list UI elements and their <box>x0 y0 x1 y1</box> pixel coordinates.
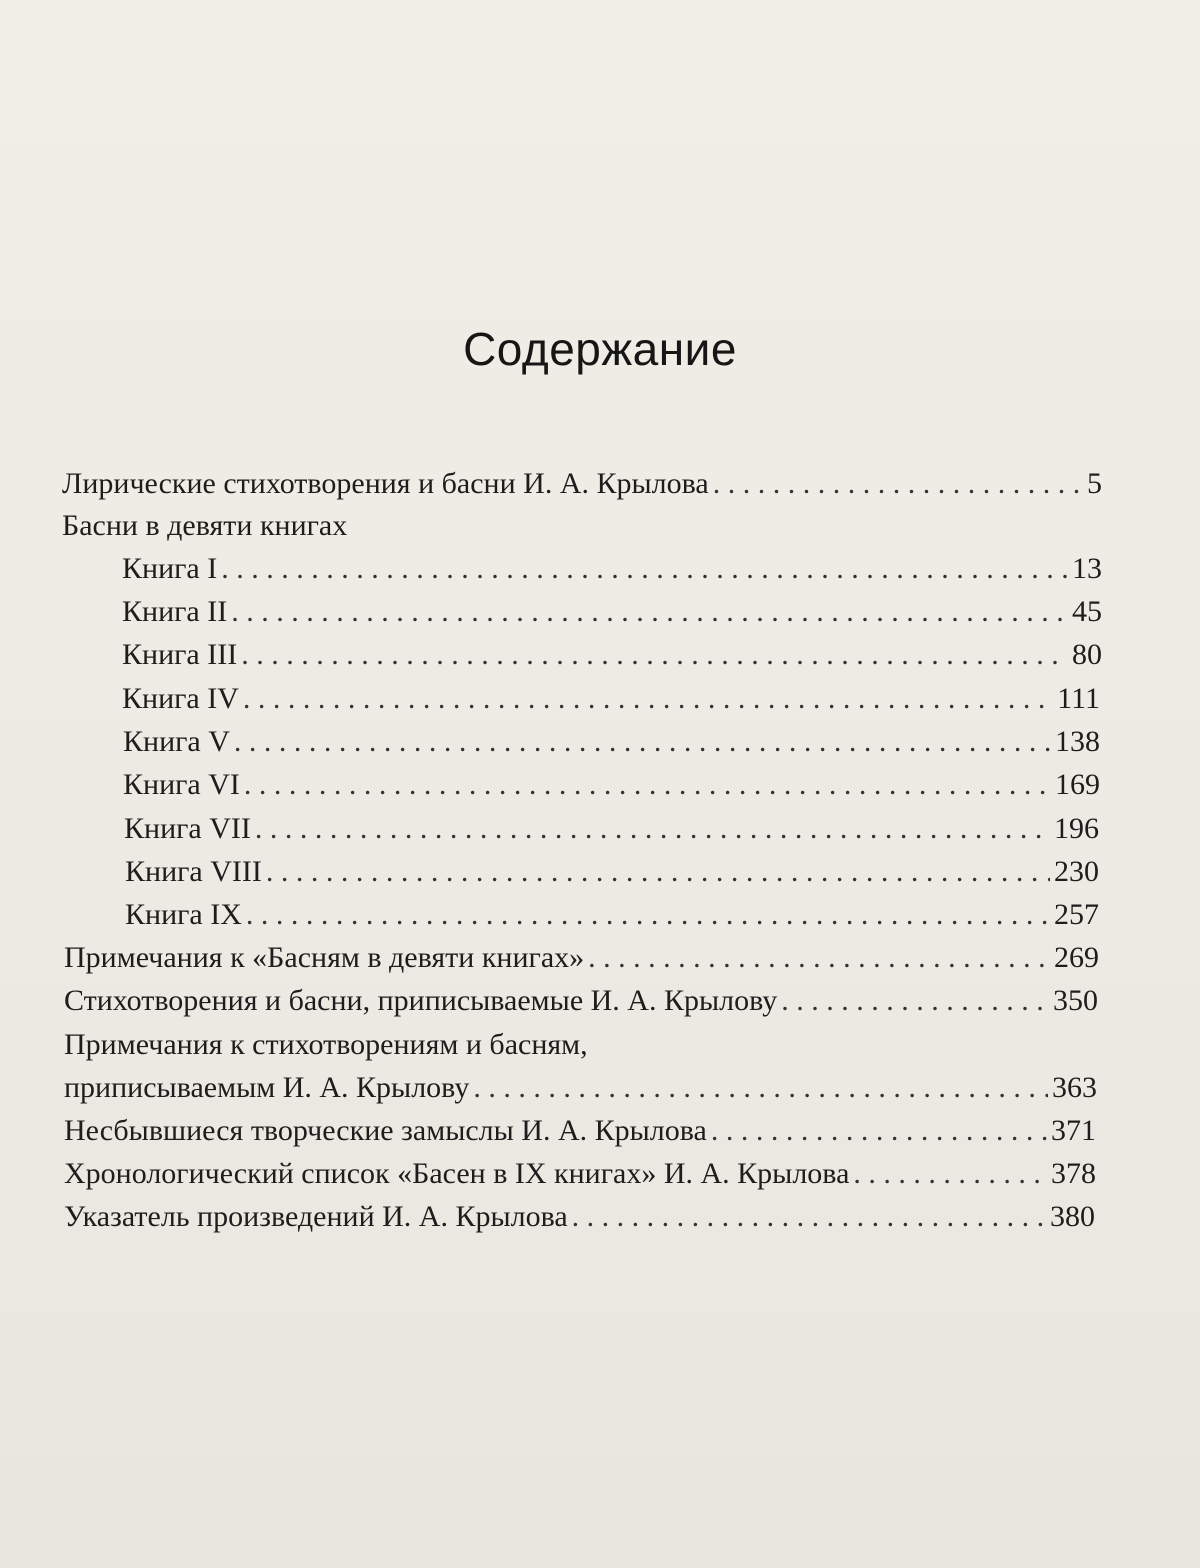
toc-entry <box>64 983 1098 1019</box>
dot-leader <box>713 466 1083 502</box>
toc-entry-page: 380 <box>1050 1200 1095 1233</box>
toc-entry <box>122 551 1102 587</box>
toc-entry-page: 196 <box>1054 812 1099 845</box>
toc-entry <box>62 466 1102 502</box>
toc-entry-label: Басни в девяти книгах <box>62 509 348 542</box>
dot-leader <box>853 1156 1047 1192</box>
toc-entry <box>64 1199 1095 1235</box>
dot-leader <box>231 594 1068 630</box>
toc-entry <box>124 811 1099 847</box>
toc-entry-page: 230 <box>1054 855 1099 888</box>
toc-entry-page: 350 <box>1053 984 1098 1017</box>
dot-leader <box>221 551 1068 587</box>
dot-leader <box>572 1199 1046 1235</box>
toc-entry <box>123 767 1100 803</box>
toc-entry-page: 371 <box>1051 1114 1096 1147</box>
toc-entry-page: 13 <box>1072 552 1102 585</box>
dot-leader <box>588 940 1050 976</box>
toc-entry-label: Несбывшиеся творческие замыслы И. А. Крылова <box>64 1114 707 1147</box>
toc-entry-page: 111 <box>1057 682 1100 715</box>
dot-leader <box>241 637 1068 673</box>
toc-entry <box>125 897 1099 933</box>
toc-entry-label: приписываемым И. А. Крылову <box>64 1071 470 1104</box>
dot-leader <box>473 1070 1048 1106</box>
toc-entry-page: 363 <box>1052 1071 1097 1104</box>
toc-entry-label: Лирические стихотворения и басни И. А. Крылова <box>62 467 709 500</box>
toc-entry-page: 138 <box>1055 725 1100 758</box>
toc-entry-label: Стихотворения и басни, приписываемые И. А. Крылову <box>64 984 778 1017</box>
dot-leader <box>243 681 1053 717</box>
toc-entry <box>122 594 1102 630</box>
toc-entry-label: Книга VI <box>123 768 240 801</box>
toc-entry-label: Книга III <box>122 638 238 671</box>
toc-entry-page: 269 <box>1054 941 1099 974</box>
toc-entry-page: 378 <box>1051 1157 1096 1190</box>
toc-entry <box>64 940 1099 976</box>
toc-entry-page: 45 <box>1072 595 1102 628</box>
dot-leader <box>255 811 1050 847</box>
toc-entry-label: Книга VII <box>124 812 251 845</box>
page-title: Содержание <box>463 323 737 375</box>
toc-entry-page: 5 <box>1087 467 1102 500</box>
toc-entry-label: Книга II <box>122 595 228 628</box>
toc-entry-label: Книга VIII <box>125 855 262 888</box>
dot-leader <box>234 724 1051 760</box>
toc-entry-label: Книга IV <box>122 682 239 715</box>
toc-entry-page: 80 <box>1072 638 1102 671</box>
dot-leader <box>266 854 1050 890</box>
toc-entry-page: 257 <box>1054 898 1099 931</box>
toc-entry-label: Хронологический список «Басен в IX книгах» И. А. Крылова <box>64 1157 850 1190</box>
toc-entry <box>64 1156 1096 1192</box>
toc-entry-label: Книга I <box>122 552 218 585</box>
dot-leader <box>244 767 1051 803</box>
toc-section-heading <box>62 508 1102 544</box>
toc-entry-label: Примечания к «Басням в девяти книгах» <box>64 941 585 974</box>
dot-leader <box>781 983 1049 1019</box>
toc-entry <box>122 681 1100 717</box>
toc-entry <box>123 724 1100 760</box>
dot-leader <box>246 897 1050 933</box>
toc-entry <box>125 854 1099 890</box>
toc-entry <box>64 1113 1096 1149</box>
toc-entry <box>122 637 1102 673</box>
toc-entry-label: Указатель произведений И. А. Крылова <box>64 1200 568 1233</box>
dot-leader <box>711 1113 1047 1149</box>
toc-entry-page: 169 <box>1055 768 1100 801</box>
toc-entry-label: Книга V <box>123 725 230 758</box>
toc-entry <box>64 1027 1098 1063</box>
toc-entry-label: Книга IX <box>125 898 242 931</box>
toc-entry-label: Примечания к стихотворениям и басням, <box>64 1028 588 1061</box>
toc-entry <box>64 1070 1097 1106</box>
